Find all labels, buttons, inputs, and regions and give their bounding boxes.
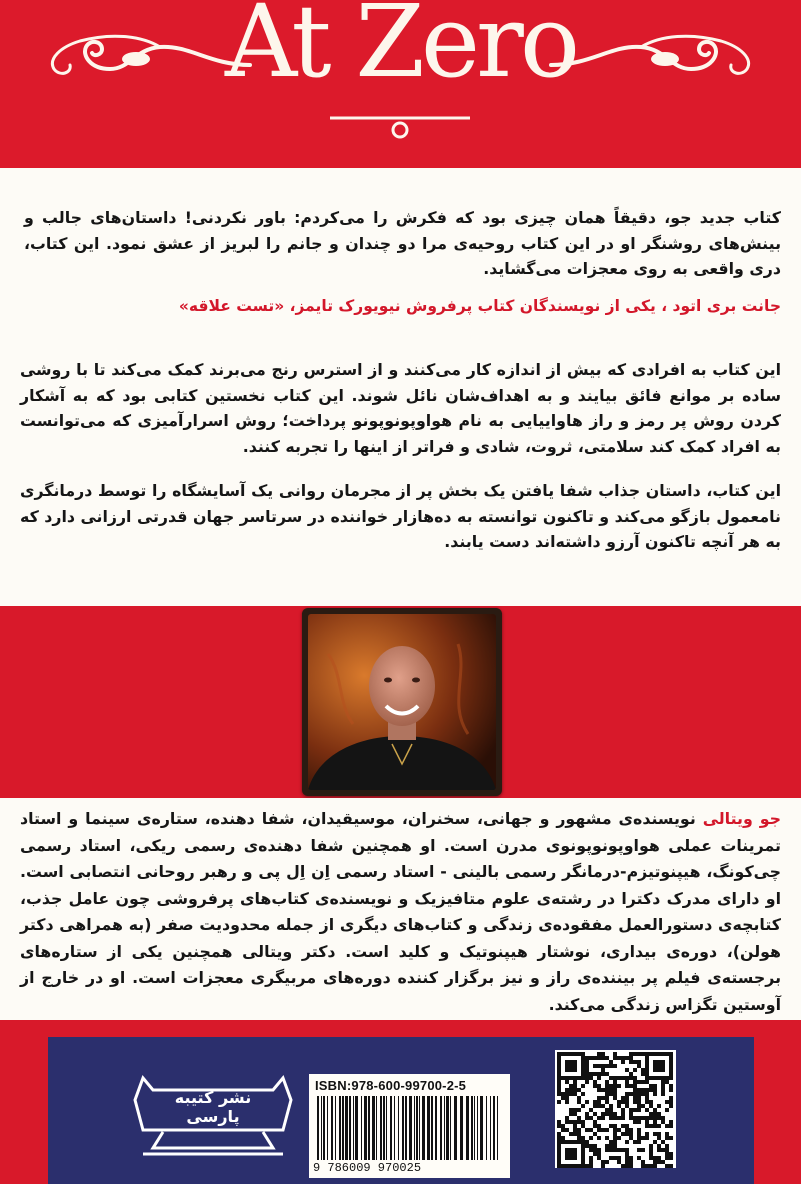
publisher-bar <box>48 1037 754 1184</box>
qr-code <box>555 1050 676 1168</box>
isbn-label: ISBN:978-600-99700-2-5 <box>315 1078 467 1093</box>
book-title: At Zero <box>224 0 577 100</box>
cover-header <box>0 0 801 168</box>
review-attribution: جانت بری اتود ، یکی از نویسندگان کتاب پرفروش نیویورک تایمز، «تست علاقه» <box>178 297 781 315</box>
barcode-bars-icon <box>315 1096 504 1160</box>
right-flourish-icon <box>546 25 761 85</box>
barcode-digits: 9 786009 970025 <box>313 1161 422 1175</box>
qr-code-icon <box>555 1050 676 1168</box>
isbn-barcode <box>309 1074 510 1178</box>
author-bio <box>20 806 781 1018</box>
publisher-logo-text: نشر کتیبه پارسی <box>174 1088 252 1126</box>
review-quote: کتاب جدید جو، دقیقاً همان چیزی بود که فکرش را می‌کردم: باور نکردنی! داستان‌های جالب و بینش‌های روشنگر او در این کتاب روحیه‌ی مرا دو چندان و جانم را لبریز از عشق نمود. این کتاب، دری واقعی به روی معجزات می‌گشاید. <box>24 208 781 278</box>
author-bio-text: نویسنده‌ی مشهور و جهانی، سخنران، موسیقیدان، شفا دهنده، ستاره‌ی سینما و استاد تمرینات عملی هواوپونوپونوی مدرن است. او همچنین شفا دهنده‌ی رسمی ریکی، استاد رسمی چی‌کونگ، هیپنوتیزم-درمانگر رسمی بالینی - استاد رسمی اِن اِل پی و رهبر روحانی انتصابی است. او دارای مدرک دکترا در رشته‌ی علوم متافیزیک و نویسنده‌ی کتاب‌های پرفروشی چون عامل جذب، کتابچه‌ی دستورالعمل مفقوده‌ی زندگی و کتاب‌های دیگری از جمله محدودیت صفر (به همراهی دکتر هولن)، دوره‌ی بیداری، نوشتار هیپنوتیک و کلید است. دکتر ویتالی همچنین یکی از ستاره‌های برجسته‌ی فیلم پر بیننده‌ی راز و نیز برگزار کننده دوره‌های مربیگری معجزات است. او در خارج از آوستین تگزاس زندگی می‌کند. <box>20 809 781 1014</box>
publisher-logo <box>123 1070 303 1160</box>
author-name: جو ویتالی <box>702 809 782 828</box>
author-photo <box>302 608 502 796</box>
description-paragraph-1: این کتاب به افرادی که بیش از اندازه کار می‌کنند و از استرس رنج می‌برند کمک می‌کند تا با روشی ساده بر موانع فائق بیایند و به اهداف‌شان نائل شوند. این کتاب نخستین کتابی بود که به آشکار کردن روش پر رمز و راز هاواییایی به نام هواوپونوپونو پرداخت؛ روش اسرارآمیزی که می‌توانست به افراد کمک کند سلامتی، ثروت، شادی و فراتر از اینها را تجربه کنند. <box>20 360 781 456</box>
description-paragraph-2: این کتاب، داستان جذاب شفا یافتن یک بخش پر از مجرمان روانی یک آسایشگاه را توسط درمانگری نامعمول بازگو می‌کند و تاکنون توانسته به ده‌هازار خواننده در سرتاسر جهان قدرتی ارزانی دارد که به هر آنچه تاکنون آرزو داشته‌اند دست یابند. <box>20 481 781 551</box>
title-ornament-icon <box>330 112 470 142</box>
